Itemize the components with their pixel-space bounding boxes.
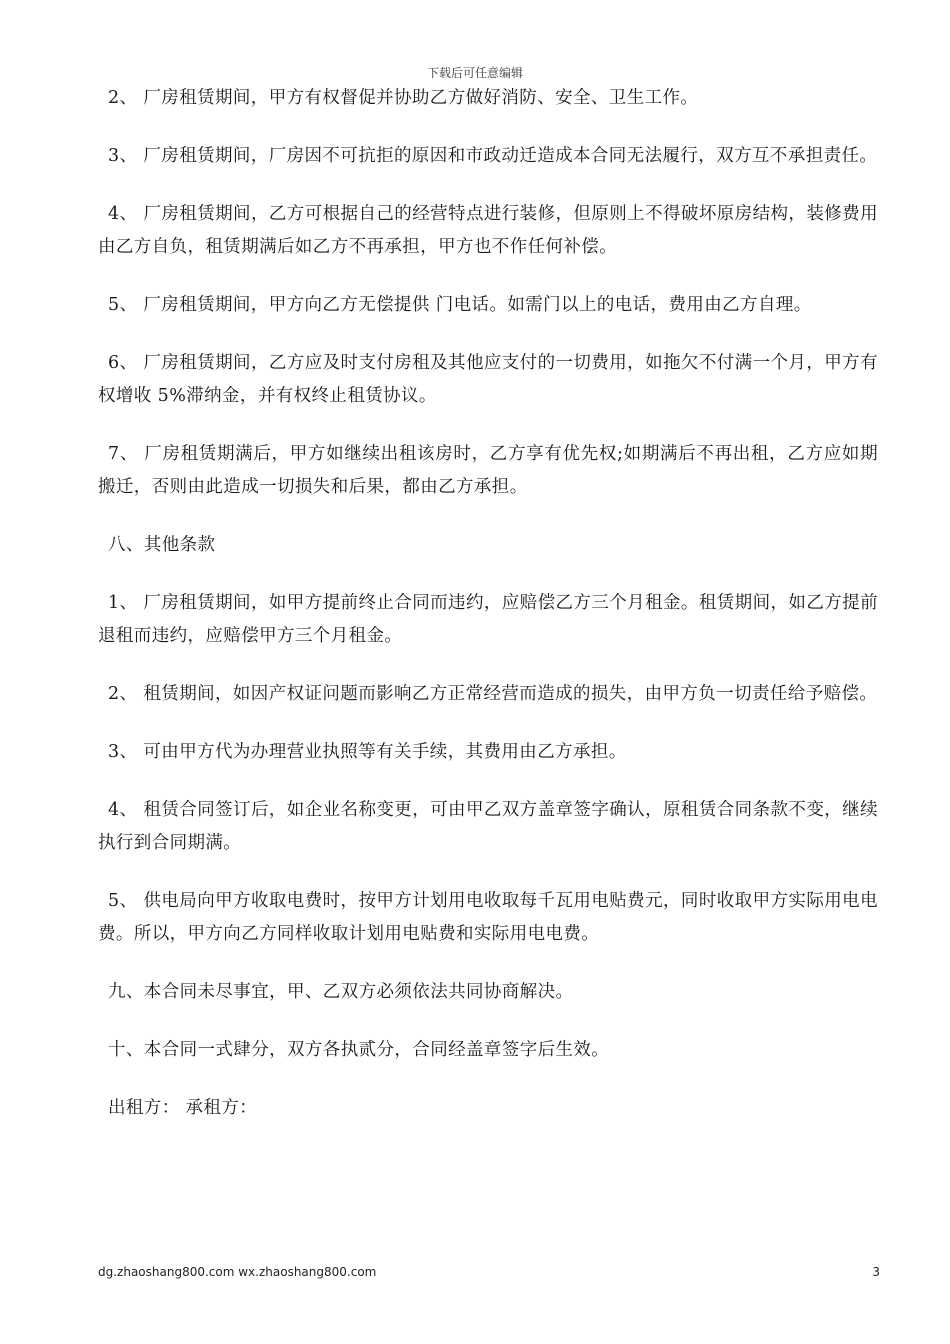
page-header-note: 下载后可任意编辑 — [426, 66, 523, 80]
clause-paragraph: 7、 厂房租赁期满后，甲方如继续出租该房时，乙方享有优先权;如期满后不再出租，乙方应如期搬迁，否则由此造成一切损失和后果，都由乙方承担。 — [98, 444, 878, 497]
clause-paragraph: 6、 厂房租赁期间，乙方应及时支付房租及其他应支付的一切费用，如拖欠不付满一个月，甲方有权增收 5%滞纳金，并有权终止租赁协议。 — [98, 353, 878, 406]
clause-paragraph: 1、 厂房租赁期间，如甲方提前终止合同而违约，应赔偿乙方三个月租金。租赁期间，如乙方提前退租而违约，应赔偿甲方三个月租金。 — [98, 593, 878, 646]
clause-paragraph: 5、 厂房租赁期间，甲方向乙方无偿提供 门电话。如需门以上的电话，费用由乙方自理。 — [108, 295, 812, 315]
footer-links[interactable]: dg.zhaoshang800.com wx.zhaoshang800.com — [98, 1265, 377, 1279]
clause-paragraph: 4、 厂房租赁期间，乙方可根据自己的经营特点进行装修，但原则上不得破坏原房结构，装修费用由乙方自负，租赁期满后如乙方不再承担，甲方也不作任何补偿。 — [98, 204, 878, 257]
signature-line: 出租方： 承租方： — [108, 1098, 258, 1118]
page-number: 3 — [872, 1265, 880, 1279]
section-heading: 十、本合同一式肆分，双方各执贰分，合同经盖章签字后生效。 — [108, 1040, 610, 1060]
clause-paragraph: 2、 租赁期间，如因产权证问题而影响乙方正常经营而造成的损失，由甲方负一切责任给予赔偿。 — [108, 684, 878, 704]
section-heading: 八、其他条款 — [108, 535, 216, 555]
clause-paragraph: 4、 租赁合同签订后，如企业名称变更，可由甲乙双方盖章签字确认，原租赁合同条款不变，继续执行到合同期满。 — [98, 800, 878, 853]
clause-paragraph: 5、 供电局向甲方收取电费时，按甲方计划用电收取每千瓦用电贴费元，同时收取甲方实际用电电费。所以，甲方向乙方同样收取计划用电贴费和实际用电电费。 — [98, 891, 878, 944]
clause-paragraph: 3、 可由甲方代为办理营业执照等有关手续，其费用由乙方承担。 — [108, 742, 627, 762]
document-body — [98, 82, 878, 1150]
section-heading: 九、本合同未尽事宜，甲、乙双方必须依法共同协商解决。 — [108, 982, 574, 1002]
clause-paragraph: 2、 厂房租赁期间，甲方有权督促并协助乙方做好消防、安全、卫生工作。 — [108, 88, 699, 108]
clause-paragraph: 3、 厂房租赁期间，厂房因不可抗拒的原因和市政动迁造成本合同无法履行，双方互不承担责任。 — [108, 146, 878, 166]
